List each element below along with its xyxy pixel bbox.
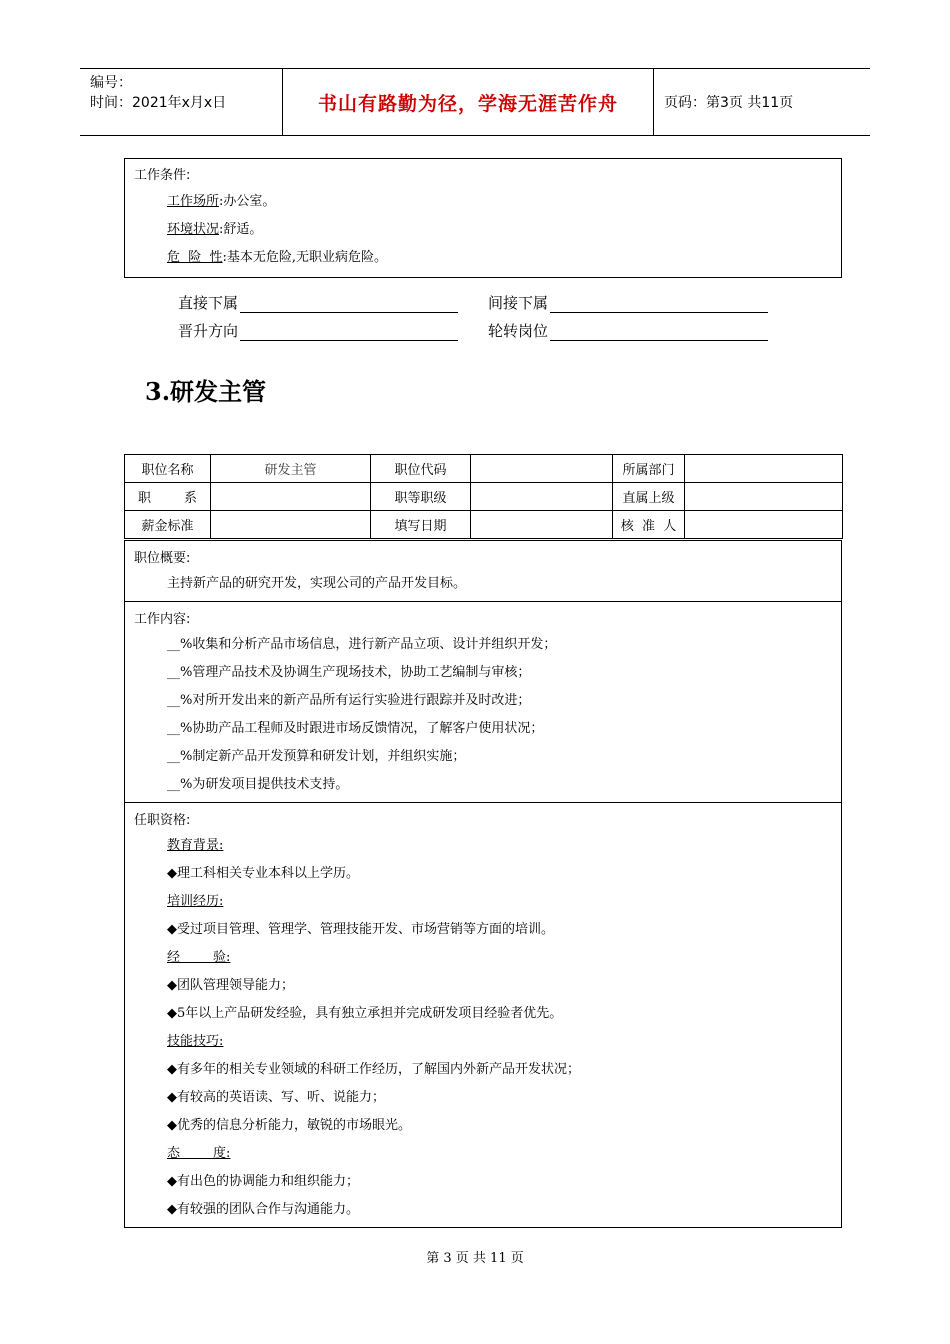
position-name-value: 研发主管 — [211, 455, 371, 483]
duty-text: 对所开发出来的新产品所有运行实验进行跟踪并及时改进； — [192, 693, 531, 708]
list-item — [125, 687, 841, 715]
position-name-label: 职位名称 — [125, 455, 211, 483]
duty-text: 协助产品工程师及时跟进市场反馈情况，了解客户使用状况； — [192, 721, 544, 736]
experience-heading — [125, 944, 841, 972]
duties-list — [125, 631, 841, 799]
rotation-label: 轮转岗位 — [488, 322, 549, 340]
duties-box — [124, 601, 842, 803]
duty-prefix: __% — [167, 777, 193, 792]
list-item: ◆有较高的英语读、写、听、说能力； — [167, 1090, 385, 1105]
table-row — [125, 455, 843, 483]
relations-row-2 — [178, 320, 798, 341]
indirect-subordinate-field — [488, 292, 798, 313]
condition-value: :舒适。 — [219, 222, 263, 237]
list-item: ◆优秀的信息分析能力，敏锐的市场眼光。 — [167, 1118, 411, 1133]
direct-subordinate-label: 直接下属 — [178, 294, 239, 312]
attitude-heading — [125, 1140, 841, 1168]
grade-value[interactable] — [471, 483, 613, 511]
series-value[interactable] — [211, 483, 371, 511]
header-page-info: 页码：第3页 共11页 — [664, 95, 794, 111]
list-item: ◆受过项目管理、管理学、管理技能开发、市场营销等方面的培训。 — [167, 922, 554, 937]
superior-value[interactable] — [685, 483, 843, 511]
duty-text: 管理产品技术及协调生产现场技术，协助工艺编制与审核； — [192, 665, 531, 680]
approver-value[interactable] — [685, 511, 843, 539]
header-motto: 书山有路勤为径，学海无涯苦作舟 — [282, 69, 654, 135]
salary-value[interactable] — [211, 511, 371, 539]
qualifications-box — [124, 802, 842, 1228]
list-item: ◆有较强的团队合作与沟通能力。 — [167, 1202, 359, 1217]
duty-prefix: __% — [167, 749, 193, 764]
training-label: 培训经历: — [167, 894, 224, 909]
skills-heading — [125, 1028, 841, 1056]
promotion-label: 晋升方向 — [178, 322, 239, 340]
list-item — [125, 715, 841, 743]
indirect-subordinate-label: 间接下属 — [488, 294, 549, 312]
summary-box — [124, 540, 842, 602]
fill-date-value[interactable] — [471, 511, 613, 539]
attitude-label: 态 度: — [167, 1146, 231, 1161]
table-row — [125, 483, 843, 511]
duty-text: 为研发项目提供技术支持。 — [192, 777, 349, 792]
relations-row-1 — [178, 292, 798, 313]
approver-label: 核 准 人 — [613, 511, 685, 539]
list-item: ◆理工科相关专业本科以上学历。 — [167, 866, 359, 881]
page-header — [80, 68, 870, 136]
duties-title: 工作内容: — [134, 612, 191, 627]
training-heading — [125, 888, 841, 916]
document-time: 时间：2021年x月x日 — [90, 95, 227, 111]
condition-label: 工作场所 — [167, 194, 220, 209]
grade-label: 职等职级 — [371, 483, 471, 511]
position-info-table — [124, 454, 843, 539]
direct-subordinate-blank[interactable] — [240, 294, 458, 313]
list-item — [125, 631, 841, 659]
direct-subordinate-field — [178, 292, 488, 313]
superior-label: 直属上级 — [613, 483, 685, 511]
condition-risk — [125, 244, 841, 272]
education-heading — [125, 832, 841, 860]
duty-prefix: __% — [167, 665, 193, 680]
department-value[interactable] — [685, 455, 843, 483]
header-meta — [80, 69, 282, 135]
document-number-label: 编号： — [90, 75, 132, 91]
work-conditions-title: 工作条件: — [134, 168, 191, 183]
rotation-blank[interactable] — [550, 322, 768, 341]
duty-prefix: __% — [167, 693, 193, 708]
list-item — [125, 743, 841, 771]
section-heading: 3.研发主管 — [145, 377, 267, 406]
promotion-blank[interactable] — [240, 322, 458, 341]
duty-text: 制定新产品开发预算和研发计划，并组织实施； — [192, 749, 466, 764]
duty-prefix: __% — [167, 721, 193, 736]
list-item: ◆团队管理领导能力； — [167, 978, 294, 993]
list-item: ◆5年以上产品研发经验，具有独立承担并完成研发项目经验者优先。 — [167, 1006, 563, 1021]
condition-value: :基本无危险,无职业病危险。 — [222, 250, 388, 265]
summary-title: 职位概要: — [134, 551, 191, 566]
condition-workplace — [125, 188, 841, 216]
indirect-subordinate-blank[interactable] — [550, 294, 768, 313]
condition-label: 危 险 性 — [167, 250, 223, 265]
department-label: 所属部门 — [613, 455, 685, 483]
condition-label: 环境状况 — [167, 222, 220, 237]
series-label: 职 系 — [125, 483, 211, 511]
list-item — [125, 659, 841, 687]
table-row — [125, 511, 843, 539]
education-label: 教育背景: — [167, 838, 224, 853]
summary-text: 主持新产品的研究开发，实现公司的产品开发目标。 — [167, 576, 467, 591]
page-footer: 第 3 页 共 11 页 — [426, 1251, 524, 1266]
experience-label: 经 验: — [167, 950, 231, 965]
skills-label: 技能技巧: — [167, 1034, 224, 1049]
work-conditions-box — [124, 158, 842, 278]
position-code-label: 职位代码 — [371, 455, 471, 483]
fill-date-label: 填写日期 — [371, 511, 471, 539]
qualifications-title: 任职资格: — [134, 813, 191, 828]
condition-value: :办公室。 — [219, 194, 276, 209]
salary-label: 薪金标准 — [125, 511, 211, 539]
duty-prefix: __% — [167, 637, 193, 652]
condition-environment — [125, 216, 841, 244]
rotation-field — [488, 320, 798, 341]
position-code-value[interactable] — [471, 455, 613, 483]
duty-text: 收集和分析产品市场信息，进行新产品立项、设计并组织开发； — [192, 637, 557, 652]
list-item — [125, 771, 841, 799]
promotion-field — [178, 320, 488, 341]
list-item: ◆有出色的协调能力和组织能力； — [167, 1174, 359, 1189]
list-item: ◆有多年的相关专业领域的科研工作经历，了解国内外新产品开发状况； — [167, 1062, 580, 1077]
